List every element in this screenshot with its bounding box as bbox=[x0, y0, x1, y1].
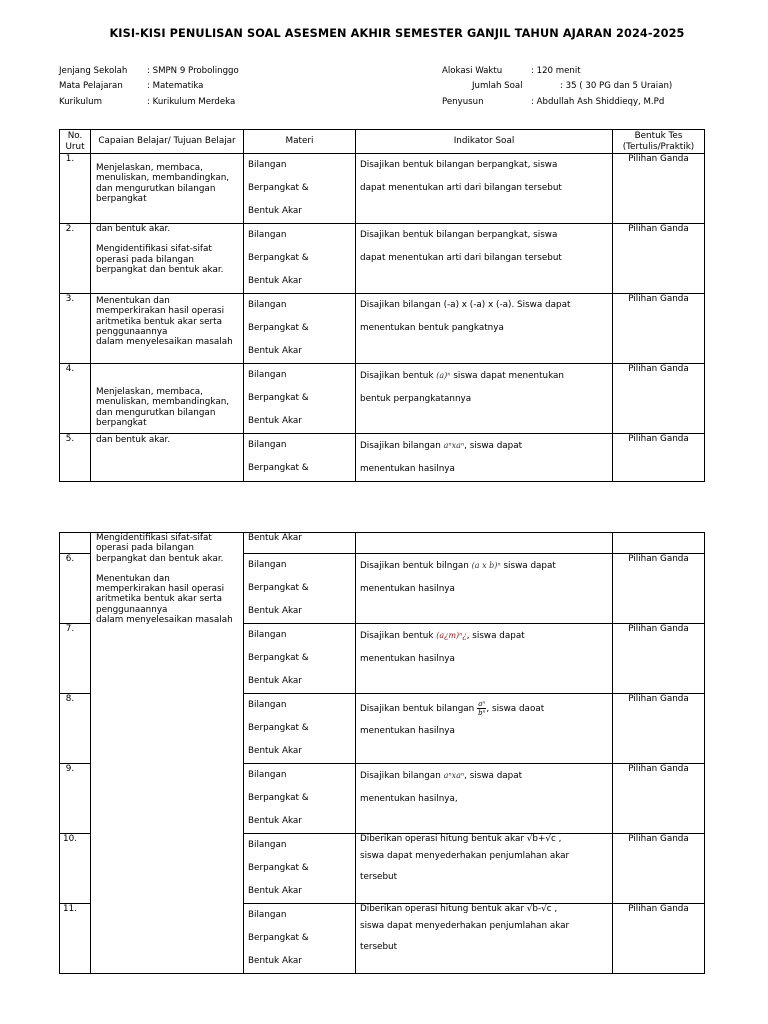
indikator-line bbox=[360, 764, 608, 788]
indikator-text: , siswa daoat bbox=[486, 704, 545, 714]
bentuk-tes-cell: Pilihan Ganda bbox=[613, 834, 705, 904]
bentuk-tes-cell: Pilihan Ganda bbox=[613, 764, 705, 834]
indikator-cell bbox=[356, 624, 613, 694]
jenjang-label: Jenjang Sekolah bbox=[59, 66, 128, 76]
indikator-cell bbox=[356, 224, 613, 294]
indikator-cell bbox=[356, 434, 613, 482]
bentuk-tes-cell: Pilihan Ganda bbox=[613, 554, 705, 624]
bentuk-tes-cell: Pilihan Ganda bbox=[613, 694, 705, 764]
jenjang-value: : SMPN 9 Probolinggo bbox=[147, 66, 239, 76]
materi-line: Berpangkat & bbox=[248, 253, 309, 263]
table-row bbox=[60, 533, 705, 554]
capaian-cell bbox=[91, 364, 244, 434]
indikator-line: menentukan hasilnya bbox=[360, 726, 455, 736]
materi-line: Bentuk Akar bbox=[248, 676, 302, 686]
indikator-line: dapat menentukan arti dari bilangan tersebut bbox=[360, 183, 562, 193]
capaian-text: Mengidentifikasi sifat-sifat operasi pada bilangan bbox=[96, 533, 212, 554]
materi-cell bbox=[244, 364, 356, 434]
table-row bbox=[60, 294, 705, 364]
materi-line: Berpangkat & bbox=[248, 863, 309, 873]
materi-cell bbox=[244, 294, 356, 364]
row-number: 5. bbox=[60, 434, 91, 482]
indikator-text: Disajikan bentuk bbox=[360, 371, 437, 381]
capaian-cell bbox=[91, 533, 244, 974]
capaian-text: berpangkat dan bentuk akar. bbox=[96, 553, 224, 564]
materi-line: Bilangan bbox=[248, 440, 287, 450]
materi-line: Bentuk Akar bbox=[248, 206, 302, 216]
materi-line: Berpangkat & bbox=[248, 323, 309, 333]
indikator-line: dapat menentukan arti dari bilangan tersebut bbox=[360, 253, 562, 263]
bentuk-tes-cell: Pilihan Ganda bbox=[613, 294, 705, 364]
materi-line: Bilangan bbox=[248, 700, 287, 710]
capaian-text: dalam menyelesaikan masalah bbox=[96, 337, 233, 348]
materi-line: Berpangkat & bbox=[248, 933, 309, 943]
indikator-line: Disajikan bentuk bilangan berpangkat, siswa bbox=[360, 160, 558, 170]
indikator-line: siswa dapat menyederhakan penjumlahan akar bbox=[360, 921, 570, 931]
alokasi-value: : 120 menit bbox=[531, 66, 581, 76]
materi-line: Bilangan bbox=[248, 230, 287, 240]
row-number: 10. bbox=[60, 834, 91, 904]
math-expression: aⁿxaⁿ bbox=[443, 441, 465, 450]
indikator-line: Diberikan operasi hitung bentuk akar √b+√c , bbox=[360, 834, 562, 844]
indikator-line: tersebut bbox=[360, 872, 398, 882]
bentuk-tes-cell: Pilihan Ganda bbox=[613, 364, 705, 434]
row-number: 9. bbox=[60, 764, 91, 834]
capaian-cell bbox=[91, 294, 244, 364]
indikator-line bbox=[360, 554, 608, 578]
indikator-text: Disajikan bentuk bilngan bbox=[360, 561, 472, 571]
indikator-text: Disajikan bentuk bbox=[360, 631, 437, 641]
indikator-line: menentukan hasilnya bbox=[360, 464, 455, 474]
table-row bbox=[60, 224, 705, 294]
capaian-cell bbox=[91, 434, 244, 482]
penyusun-value: : Abdullah Ash Shiddieqy, M.Pd bbox=[531, 97, 665, 107]
materi-line: Bentuk Akar bbox=[248, 606, 302, 616]
math-expression: (a)ⁿ bbox=[436, 371, 451, 380]
materi-line: Berpangkat & bbox=[248, 393, 309, 403]
materi-cell bbox=[244, 434, 356, 482]
indikator-cell bbox=[356, 554, 613, 624]
materi-line: Berpangkat & bbox=[248, 793, 309, 803]
row-number-empty bbox=[60, 533, 91, 554]
math-expression: (a¿m)ⁿ¿ bbox=[436, 631, 467, 640]
math-expression: aⁿxaⁿ bbox=[443, 771, 465, 780]
mapel-value: : Matematika bbox=[147, 81, 204, 91]
materi-line: Bilangan bbox=[248, 630, 287, 640]
indikator-cell bbox=[356, 694, 613, 764]
indikator-text: siswa dapat menentukan bbox=[450, 371, 565, 381]
indikator-text: , siswa dapat bbox=[466, 631, 525, 641]
materi-cell bbox=[244, 624, 356, 694]
capaian-cell bbox=[91, 224, 244, 294]
indikator-cell bbox=[356, 154, 613, 224]
fraction-denominator: bⁿ bbox=[478, 709, 486, 717]
capaian-text: Menjelaskan, membaca, menuliskan, membandingkan, dan mengurutkan bilangan berpangkat bbox=[96, 163, 230, 204]
indikator-text: Disajikan bentuk bilangan bbox=[360, 704, 478, 714]
indikator-line bbox=[360, 698, 608, 720]
indikator-line: Disajikan bilangan (-a) x (-a) x (-a). Siswa dapat bbox=[360, 300, 571, 310]
indikator-cell bbox=[356, 834, 613, 904]
row-number: 3. bbox=[60, 294, 91, 364]
capaian-text: Menentukan dan memperkirakan hasil operasi aritmetika bentuk akar serta penggunaannya bbox=[96, 296, 225, 337]
materi-cell bbox=[244, 533, 356, 554]
header-no: No. Urut bbox=[60, 130, 91, 154]
capaian-text: Menjelaskan, membaca, menuliskan, membandingkan, dan mengurutkan bilangan berpangkat bbox=[96, 387, 230, 428]
kurikulum-value: : Kurikulum Merdeka bbox=[147, 97, 236, 107]
materi-line: Bilangan bbox=[248, 910, 287, 920]
indikator-line bbox=[360, 624, 608, 648]
header-capaian: Capaian Belajar/ Tujuan Belajar bbox=[91, 130, 244, 154]
capaian-text: dalam menyelesaikan masalah bbox=[96, 615, 233, 626]
indikator-text: , siswa dapat bbox=[464, 771, 523, 781]
materi-line: Bentuk Akar bbox=[248, 886, 302, 896]
materi-line: Berpangkat & bbox=[248, 583, 309, 593]
bentuk-tes-cell: Pilihan Ganda bbox=[613, 624, 705, 694]
indikator-text: Disajikan bilangan bbox=[360, 771, 444, 781]
indikator-cell bbox=[356, 904, 613, 974]
row-number: 4. bbox=[60, 364, 91, 434]
materi-line: Bilangan bbox=[248, 560, 287, 570]
header-indikator: Indikator Soal bbox=[356, 130, 613, 154]
row-number: 2. bbox=[60, 224, 91, 294]
header-materi: Materi bbox=[244, 130, 356, 154]
indikator-cell bbox=[356, 294, 613, 364]
table-row bbox=[60, 154, 705, 224]
math-expression: (a x b)ⁿ bbox=[471, 561, 501, 570]
row-number: 6. bbox=[60, 554, 91, 624]
indikator-cell bbox=[356, 364, 613, 434]
row-number: 1. bbox=[60, 154, 91, 224]
capaian-text: Mengidentifikasi sifat-sifat operasi pada bilangan berpangkat dan bentuk akar. bbox=[96, 244, 224, 275]
indikator-line: Diberikan operasi hitung bentuk akar √b-√c , bbox=[360, 904, 558, 914]
materi-cell bbox=[244, 154, 356, 224]
header-bentuk-tes: Bentuk Tes (Tertulis/Praktik) bbox=[613, 130, 705, 154]
indikator-line bbox=[360, 364, 608, 388]
materi-line: Bentuk Akar bbox=[248, 746, 302, 756]
materi-line: Berpangkat & bbox=[248, 183, 309, 193]
bentuk-tes-cell: Pilihan Ganda bbox=[613, 224, 705, 294]
materi-cell bbox=[244, 764, 356, 834]
bentuk-tes-cell: Pilihan Ganda bbox=[613, 434, 705, 482]
materi-line: Bentuk Akar bbox=[248, 346, 302, 356]
indikator-line: tersebut bbox=[360, 942, 398, 952]
capaian-text: dan bentuk akar. bbox=[96, 224, 171, 234]
indikator-line: menentukan hasilnya bbox=[360, 584, 455, 594]
table-header-row bbox=[60, 130, 705, 154]
materi-line: Berpangkat & bbox=[248, 463, 309, 473]
materi-line: Bentuk Akar bbox=[248, 816, 302, 826]
mapel-label: Mata Pelajaran bbox=[59, 81, 123, 91]
kisi-table-page-2 bbox=[59, 532, 705, 974]
materi-line: Bilangan bbox=[248, 770, 287, 780]
row-number: 7. bbox=[60, 624, 91, 694]
indikator-text: , siswa dapat bbox=[464, 441, 523, 451]
kisi-table-page-1 bbox=[59, 129, 705, 482]
bentuk-tes-cell: Pilihan Ganda bbox=[613, 154, 705, 224]
materi-line: Bentuk Akar bbox=[248, 533, 302, 543]
materi-line: Bilangan bbox=[248, 160, 287, 170]
indikator-text: siswa dapat bbox=[500, 561, 556, 571]
table-row bbox=[60, 364, 705, 434]
materi-line: Berpangkat & bbox=[248, 723, 309, 733]
indikator-line: menentukan bentuk pangkatnya bbox=[360, 323, 504, 333]
indikator-line: menentukan hasilnya, bbox=[360, 794, 458, 804]
penyusun-label: Penyusun bbox=[442, 97, 484, 107]
bentuk-tes-cell-empty bbox=[613, 533, 705, 554]
materi-cell bbox=[244, 554, 356, 624]
capaian-text: dan bentuk akar. bbox=[96, 435, 171, 445]
materi-cell bbox=[244, 694, 356, 764]
indikator-text: Disajikan bilangan bbox=[360, 441, 444, 451]
kurikulum-label: Kurikulum bbox=[59, 97, 102, 107]
alokasi-label: Alokasi Waktu bbox=[442, 66, 503, 76]
indikator-line: bentuk perpangkatannya bbox=[360, 394, 472, 404]
indikator-line: menentukan hasilnya bbox=[360, 654, 455, 664]
materi-line: Bilangan bbox=[248, 840, 287, 850]
capaian-cell bbox=[91, 154, 244, 224]
indikator-cell-empty bbox=[356, 533, 613, 554]
materi-cell bbox=[244, 224, 356, 294]
materi-cell bbox=[244, 904, 356, 974]
capaian-text: Menentukan dan memperkirakan hasil operasi aritmetika bentuk akar serta penggunaannya bbox=[96, 573, 225, 615]
bentuk-tes-cell: Pilihan Ganda bbox=[613, 904, 705, 974]
materi-line: Bentuk Akar bbox=[248, 276, 302, 286]
materi-line: Bentuk Akar bbox=[248, 416, 302, 426]
fraction-numerator: aⁿ bbox=[478, 700, 486, 708]
document-title: KISI-KISI PENULISAN SOAL ASESMEN AKHIR SEMESTER GANJIL TAHUN AJARAN 2024-2025 bbox=[109, 27, 685, 40]
fraction bbox=[477, 700, 486, 717]
row-number: 11. bbox=[60, 904, 91, 974]
jumlah-value: : 35 ( 30 PG dan 5 Uraian) bbox=[560, 81, 673, 91]
materi-line: Bentuk Akar bbox=[248, 956, 302, 966]
row-number: 8. bbox=[60, 694, 91, 764]
indikator-cell bbox=[356, 764, 613, 834]
jumlah-label: Jumlah Soal bbox=[472, 81, 523, 91]
indikator-line: Disajikan bentuk bilangan berpangkat, siswa bbox=[360, 230, 558, 240]
materi-line: Bilangan bbox=[248, 300, 287, 310]
materi-line: Berpangkat & bbox=[248, 653, 309, 663]
indikator-line bbox=[360, 434, 608, 458]
materi-line: Bilangan bbox=[248, 370, 287, 380]
table-row bbox=[60, 434, 705, 482]
materi-cell bbox=[244, 834, 356, 904]
indikator-line: siswa dapat menyederhakan penjumlahan akar bbox=[360, 851, 570, 861]
